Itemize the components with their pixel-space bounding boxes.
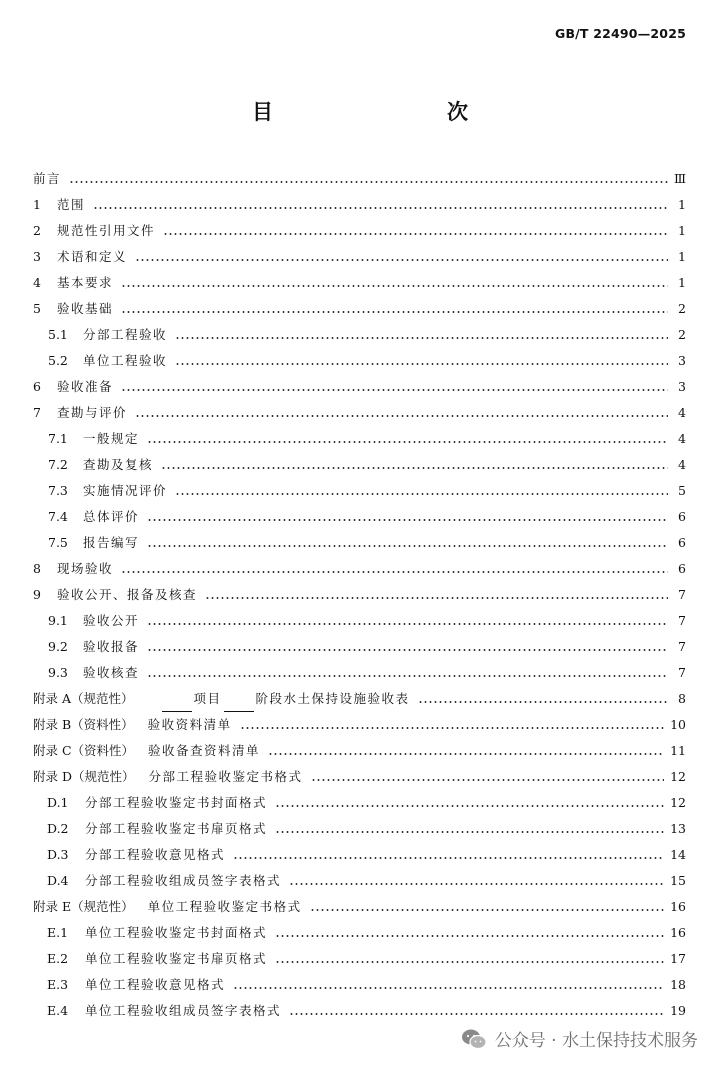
toc-entry bbox=[33, 218, 686, 244]
toc-entry-title: 查勘及复核 bbox=[83, 457, 154, 472]
toc-entry-title: 验收资料清单 bbox=[147, 717, 232, 732]
toc-entry-number: 4 bbox=[33, 275, 41, 290]
toc-entry-page: 3 bbox=[678, 379, 686, 394]
toc-entry-title: 单位工程验收鉴定书格式 bbox=[147, 899, 302, 914]
toc-entry-number: 3 bbox=[33, 249, 41, 264]
toc-entry-number: E.4 bbox=[47, 1003, 69, 1018]
dot-leader bbox=[93, 192, 668, 218]
toc-entry bbox=[33, 348, 686, 374]
toc-entry bbox=[33, 790, 686, 816]
toc-entry-title: 前言 bbox=[33, 171, 62, 186]
toc-entry-title: 查勘与评价 bbox=[57, 405, 128, 420]
fill-in-blank bbox=[162, 696, 192, 712]
toc-entry-page: 16 bbox=[670, 899, 686, 914]
toc-entry-number: 附录 E（规范性） bbox=[33, 899, 134, 914]
toc-entry-page: 7 bbox=[678, 587, 686, 602]
toc-entry bbox=[33, 504, 686, 530]
toc-entry bbox=[33, 998, 686, 1024]
toc-entry bbox=[33, 634, 686, 660]
toc-entry-page: 7 bbox=[678, 639, 686, 654]
toc-entry-title: 报告编写 bbox=[83, 535, 140, 550]
toc-entry-number: 1 bbox=[33, 197, 41, 212]
toc-entry-number: 5.1 bbox=[48, 327, 68, 342]
toc-entry bbox=[33, 582, 686, 608]
toc-entry-number: 9 bbox=[33, 587, 41, 602]
dot-leader bbox=[268, 738, 664, 764]
dot-leader bbox=[121, 556, 668, 582]
dot-leader bbox=[161, 452, 668, 478]
toc-entry-number: D.4 bbox=[47, 873, 69, 888]
toc-entry-number: 5 bbox=[33, 301, 41, 316]
toc-entry bbox=[33, 426, 686, 452]
toc-entry-title: 总体评价 bbox=[83, 509, 140, 524]
dot-leader bbox=[121, 270, 668, 296]
toc-entry-title: 分部工程验收鉴定书扉页格式 bbox=[85, 821, 268, 836]
toc-entry-title: 分部工程验收意见格式 bbox=[85, 847, 226, 862]
toc-entry-title: 范围 bbox=[57, 197, 86, 212]
toc-entry-title: 分部工程验收鉴定书封面格式 bbox=[85, 795, 268, 810]
toc-entry bbox=[33, 322, 686, 348]
toc-entry-number: D.1 bbox=[47, 795, 69, 810]
toc-entry bbox=[33, 530, 686, 556]
toc-entry bbox=[33, 868, 686, 894]
toc-entry-number: 9.1 bbox=[48, 613, 68, 628]
toc-entry-number: 附录 D（规范性） bbox=[33, 769, 135, 784]
toc-entry-title: 现场验收 bbox=[57, 561, 114, 576]
toc-entry-number: 7.1 bbox=[48, 431, 68, 446]
toc-entry-number: 5.2 bbox=[48, 353, 68, 368]
toc-entry bbox=[33, 166, 686, 192]
page-title: 目 次 bbox=[252, 100, 512, 124]
toc-entry-title: 一般规定 bbox=[83, 431, 140, 446]
toc-entry bbox=[33, 712, 686, 738]
dot-leader bbox=[418, 686, 668, 712]
toc-entry-page: 12 bbox=[670, 795, 686, 810]
toc-entry-page: 16 bbox=[670, 925, 686, 940]
dot-leader bbox=[233, 972, 664, 998]
toc-entry-page: 5 bbox=[678, 483, 686, 498]
table-of-contents bbox=[33, 166, 686, 1024]
toc-entry-title: 单位工程验收鉴定书封面格式 bbox=[85, 925, 268, 940]
toc-entry-page: 1 bbox=[678, 197, 686, 212]
toc-entry bbox=[33, 946, 686, 972]
fill-in-blank bbox=[224, 696, 254, 712]
toc-entry bbox=[33, 478, 686, 504]
dot-leader bbox=[289, 998, 664, 1024]
toc-entry-number: 8 bbox=[33, 561, 41, 576]
toc-entry-page: 1 bbox=[678, 249, 686, 264]
toc-entry-number: 附录 B（资料性） bbox=[33, 717, 134, 732]
toc-entry-page: 4 bbox=[678, 457, 686, 472]
dot-leader bbox=[147, 608, 668, 634]
toc-entry-page: 3 bbox=[678, 353, 686, 368]
toc-entry bbox=[33, 296, 686, 322]
dot-leader bbox=[275, 790, 664, 816]
toc-entry bbox=[33, 608, 686, 634]
toc-entry-page: 6 bbox=[678, 509, 686, 524]
dot-leader bbox=[275, 816, 664, 842]
toc-entry-number: E.2 bbox=[47, 951, 69, 966]
toc-entry-title: 规范性引用文件 bbox=[57, 223, 156, 238]
toc-entry-page: 4 bbox=[678, 405, 686, 420]
toc-entry-page: 7 bbox=[678, 613, 686, 628]
toc-entry-number: 7.2 bbox=[48, 457, 68, 472]
dot-leader bbox=[310, 894, 664, 920]
dot-leader bbox=[135, 400, 668, 426]
dot-leader bbox=[289, 868, 664, 894]
toc-entry bbox=[33, 192, 686, 218]
toc-entry-page: 17 bbox=[670, 951, 686, 966]
dot-leader bbox=[233, 842, 664, 868]
toc-entry-number: 7.5 bbox=[48, 535, 68, 550]
toc-entry bbox=[33, 452, 686, 478]
toc-entry-page: 18 bbox=[670, 977, 686, 992]
toc-entry-title: 验收核查 bbox=[83, 665, 140, 680]
toc-entry-title: 术语和定义 bbox=[57, 249, 128, 264]
toc-entry-page: 7 bbox=[678, 665, 686, 680]
toc-entry-number: 7.4 bbox=[48, 509, 68, 524]
dot-leader bbox=[147, 660, 668, 686]
toc-entry-page: 10 bbox=[670, 717, 686, 732]
dot-leader bbox=[135, 244, 668, 270]
dot-leader bbox=[121, 296, 668, 322]
toc-entry-page: 4 bbox=[678, 431, 686, 446]
toc-entry-number: E.1 bbox=[47, 925, 69, 940]
toc-entry-number: 9.3 bbox=[48, 665, 68, 680]
dot-leader bbox=[69, 166, 668, 192]
toc-entry bbox=[33, 660, 686, 686]
toc-entry bbox=[33, 400, 686, 426]
toc-entry-number: 2 bbox=[33, 223, 41, 238]
toc-entry-page: 11 bbox=[670, 743, 686, 758]
toc-entry-number: D.3 bbox=[47, 847, 69, 862]
dot-leader bbox=[147, 634, 668, 660]
toc-entry-number: 7 bbox=[33, 405, 41, 420]
toc-entry-page: 2 bbox=[678, 301, 686, 316]
toc-entry-title: 单位工程验收组成员签字表格式 bbox=[85, 1003, 282, 1018]
toc-entry-number: 7.3 bbox=[48, 483, 68, 498]
toc-entry-page: 13 bbox=[670, 821, 686, 836]
dot-leader bbox=[275, 920, 664, 946]
toc-entry-title: 验收报备 bbox=[83, 639, 140, 654]
dot-leader bbox=[275, 946, 664, 972]
toc-entry-title: 分部工程验收组成员签字表格式 bbox=[85, 873, 282, 888]
toc-entry bbox=[33, 686, 686, 712]
toc-entry bbox=[33, 738, 686, 764]
dot-leader bbox=[147, 504, 668, 530]
toc-entry-title: 验收公开、报备及核查 bbox=[57, 587, 198, 602]
toc-entry-title: 分部工程验收鉴定书格式 bbox=[148, 769, 303, 784]
toc-entry-number: 附录 A（规范性） bbox=[33, 691, 134, 706]
toc-entry-page: 2 bbox=[678, 327, 686, 342]
dot-leader bbox=[311, 764, 665, 790]
toc-entry bbox=[33, 244, 686, 270]
toc-entry-page: Ⅲ bbox=[673, 171, 686, 186]
toc-entry-title-part: 阶段水土保持设施验收表 bbox=[255, 691, 410, 706]
toc-entry-number: E.3 bbox=[47, 977, 69, 992]
toc-entry bbox=[33, 556, 686, 582]
dot-leader bbox=[175, 322, 668, 348]
toc-entry-title-part: 项目 bbox=[193, 691, 222, 706]
dot-leader bbox=[175, 478, 668, 504]
toc-entry-page: 1 bbox=[678, 275, 686, 290]
watermark-text: 公众号 · 水土保持技术服务 bbox=[494, 1031, 698, 1051]
toc-entry-title: 单位工程验收意见格式 bbox=[85, 977, 226, 992]
toc-entry-page: 15 bbox=[670, 873, 686, 888]
toc-entry-page: 8 bbox=[678, 691, 686, 706]
toc-entry-page: 6 bbox=[678, 535, 686, 550]
toc-entry-page: 1 bbox=[678, 223, 686, 238]
dot-leader bbox=[175, 348, 668, 374]
toc-entry-number: 6 bbox=[33, 379, 41, 394]
dot-leader bbox=[205, 582, 668, 608]
toc-entry-title: 验收准备 bbox=[57, 379, 114, 394]
toc-entry-title: 验收备查资料清单 bbox=[148, 743, 261, 758]
standard-code: GB/T 22490—2025 bbox=[554, 26, 686, 41]
dot-leader bbox=[163, 218, 668, 244]
toc-entry-page: 6 bbox=[678, 561, 686, 576]
toc-entry-number: 9.2 bbox=[48, 639, 68, 654]
toc-entry bbox=[33, 816, 686, 842]
toc-entry-title: 单位工程验收鉴定书扉页格式 bbox=[85, 951, 268, 966]
toc-entry-page: 19 bbox=[670, 1003, 686, 1018]
toc-entry-number: D.2 bbox=[47, 821, 69, 836]
dot-leader bbox=[147, 426, 668, 452]
toc-entry-title: 单位工程验收 bbox=[83, 353, 168, 368]
toc-entry bbox=[33, 894, 686, 920]
toc-entry-title: 验收基础 bbox=[57, 301, 114, 316]
toc-entry-title bbox=[148, 686, 410, 712]
toc-entry bbox=[33, 374, 686, 400]
wechat-icon bbox=[461, 1028, 487, 1050]
toc-entry bbox=[33, 270, 686, 296]
toc-entry bbox=[33, 920, 686, 946]
toc-entry-title: 分部工程验收 bbox=[83, 327, 168, 342]
dot-leader bbox=[147, 530, 668, 556]
dot-leader bbox=[240, 712, 664, 738]
toc-entry-title: 基本要求 bbox=[57, 275, 114, 290]
toc-entry bbox=[33, 972, 686, 998]
toc-entry-number: 附录 C（资料性） bbox=[33, 743, 135, 758]
watermark bbox=[461, 1026, 698, 1051]
toc-entry bbox=[33, 842, 686, 868]
toc-entry bbox=[33, 764, 686, 790]
toc-entry-title: 实施情况评价 bbox=[83, 483, 168, 498]
toc-entry-page: 12 bbox=[670, 769, 686, 784]
toc-entry-title: 验收公开 bbox=[83, 613, 140, 628]
dot-leader bbox=[121, 374, 668, 400]
toc-entry-page: 14 bbox=[670, 847, 686, 862]
